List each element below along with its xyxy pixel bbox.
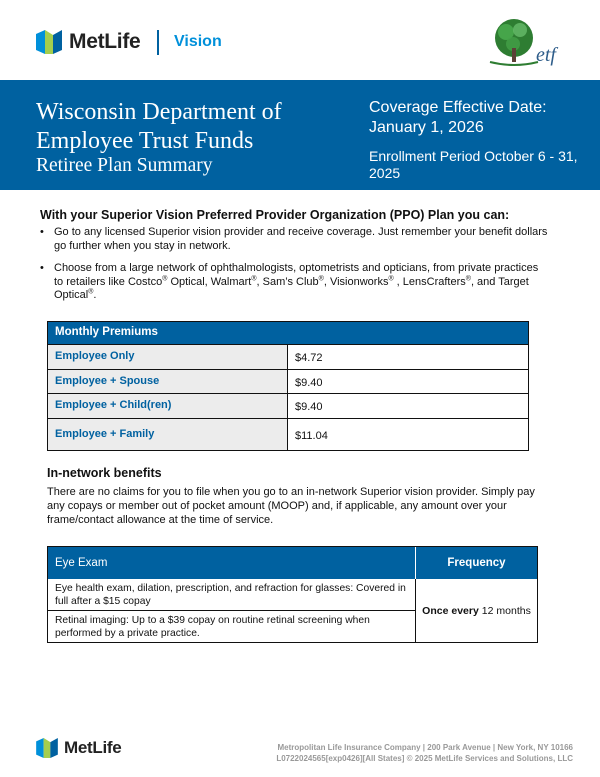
coverage-effective-date: Coverage Effective Date: January 1, 2026 (369, 99, 547, 136)
tier-premium: $9.40 (295, 377, 323, 389)
bullet-text: , Visionworks (323, 275, 389, 288)
footer-address: Metropolitan Life Insurance Company | 200 Park Avenue | New York, NY 10166 (277, 743, 573, 752)
bullet-text: Go to any licensed Superior vision provider and receive coverage. Just remember your benefit dollars go further when you stay in network. (54, 226, 548, 252)
footer-metlife-logo (36, 738, 121, 758)
table-row (48, 344, 528, 369)
table-row (48, 369, 528, 393)
bullet-text: Choose from a large network of ophthalmologists, optometrists and opticians, from private practices to retailers like Costco (54, 262, 539, 288)
metlife-wordmark: MetLife (69, 30, 141, 53)
premiums-header: Monthly Premiums (48, 322, 528, 344)
metlife-wordmark: MetLife (64, 738, 122, 757)
registered-mark: ® (388, 274, 394, 282)
registered-mark: ® (162, 274, 168, 282)
frequency-value: 12 months (481, 604, 531, 617)
bullet-text: . (93, 289, 97, 301)
registered-mark: ® (465, 274, 471, 282)
bullet-text: , LensCrafters (393, 275, 466, 288)
page-title: Wisconsin Department of Employee Trust Funds (36, 99, 282, 154)
eye-exam-column-header: Eye Exam (48, 547, 416, 579)
product-label: Vision (174, 33, 222, 50)
registered-mark: ® (88, 288, 94, 296)
footer-legal (276, 742, 573, 764)
table-row: Eye health exam, dilation, prescription, and refraction for glasses: Covered in full after a $15 copay (55, 583, 406, 607)
eye-exam-table (47, 546, 538, 643)
tier-premium: $4.72 (295, 352, 323, 364)
title-banner (0, 80, 600, 190)
tier-premium: $11.04 (295, 430, 328, 442)
registered-mark: ® (318, 274, 324, 282)
table-row (48, 393, 528, 418)
in-network-heading: In-network benefits (47, 466, 162, 480)
in-network-description: There are no claims for you to file when you go to an in-network Superior vision provider. Simply pay any copays or member out of pocket amount (MOOP) and, if applicable, any amount over your frame/contact allowance at the time of service. (47, 486, 535, 526)
monthly-premiums-table (47, 321, 529, 451)
frequency-bold: Once every (422, 604, 479, 617)
tier-label: Employee + Child(ren) (48, 394, 288, 418)
eye-exam-header (48, 547, 537, 579)
metlife-logo-icon (36, 738, 58, 758)
list-item (40, 262, 550, 303)
page-subtitle: Retiree Plan Summary (36, 155, 213, 176)
list-item (40, 226, 550, 253)
metlife-logo-icon (36, 30, 62, 54)
bullet-text: , Sam’s Club (256, 275, 319, 288)
page-header (0, 0, 600, 80)
table-row: Retinal imaging: Up to a $39 copay on routine retinal screening when performed by a private practice. (48, 610, 415, 642)
bullet-text: , and Target Optical (54, 275, 529, 301)
frequency-cell (416, 579, 537, 642)
ppo-heading: With your Superior Vision Preferred Provider Organization (PPO) Plan you can: (40, 208, 510, 222)
table-row (48, 418, 528, 450)
brand-divider (157, 30, 159, 55)
etf-tree-logo-icon (486, 14, 566, 70)
eye-exam-services (48, 579, 416, 642)
registered-mark: ® (251, 274, 257, 282)
metlife-logo (36, 30, 140, 54)
eye-exam-body (48, 579, 537, 642)
bullet-text: Optical, Walmart (167, 275, 252, 288)
etf-logo-text: etf (536, 44, 556, 66)
tier-premium: $9.40 (295, 401, 323, 413)
enrollment-period: Enrollment Period October 6 - 31, 2025 (369, 148, 578, 181)
ppo-benefits-list (40, 226, 550, 312)
tier-label: Employee + Spouse (48, 370, 288, 393)
tier-label: Employee Only (48, 345, 288, 369)
tier-label: Employee + Family (48, 419, 288, 450)
frequency-column-header: Frequency (447, 557, 506, 569)
footer-copyright: L0722024565[exp0426][All States] © 2025 MetLife Services and Solutions, LLC (276, 754, 573, 763)
